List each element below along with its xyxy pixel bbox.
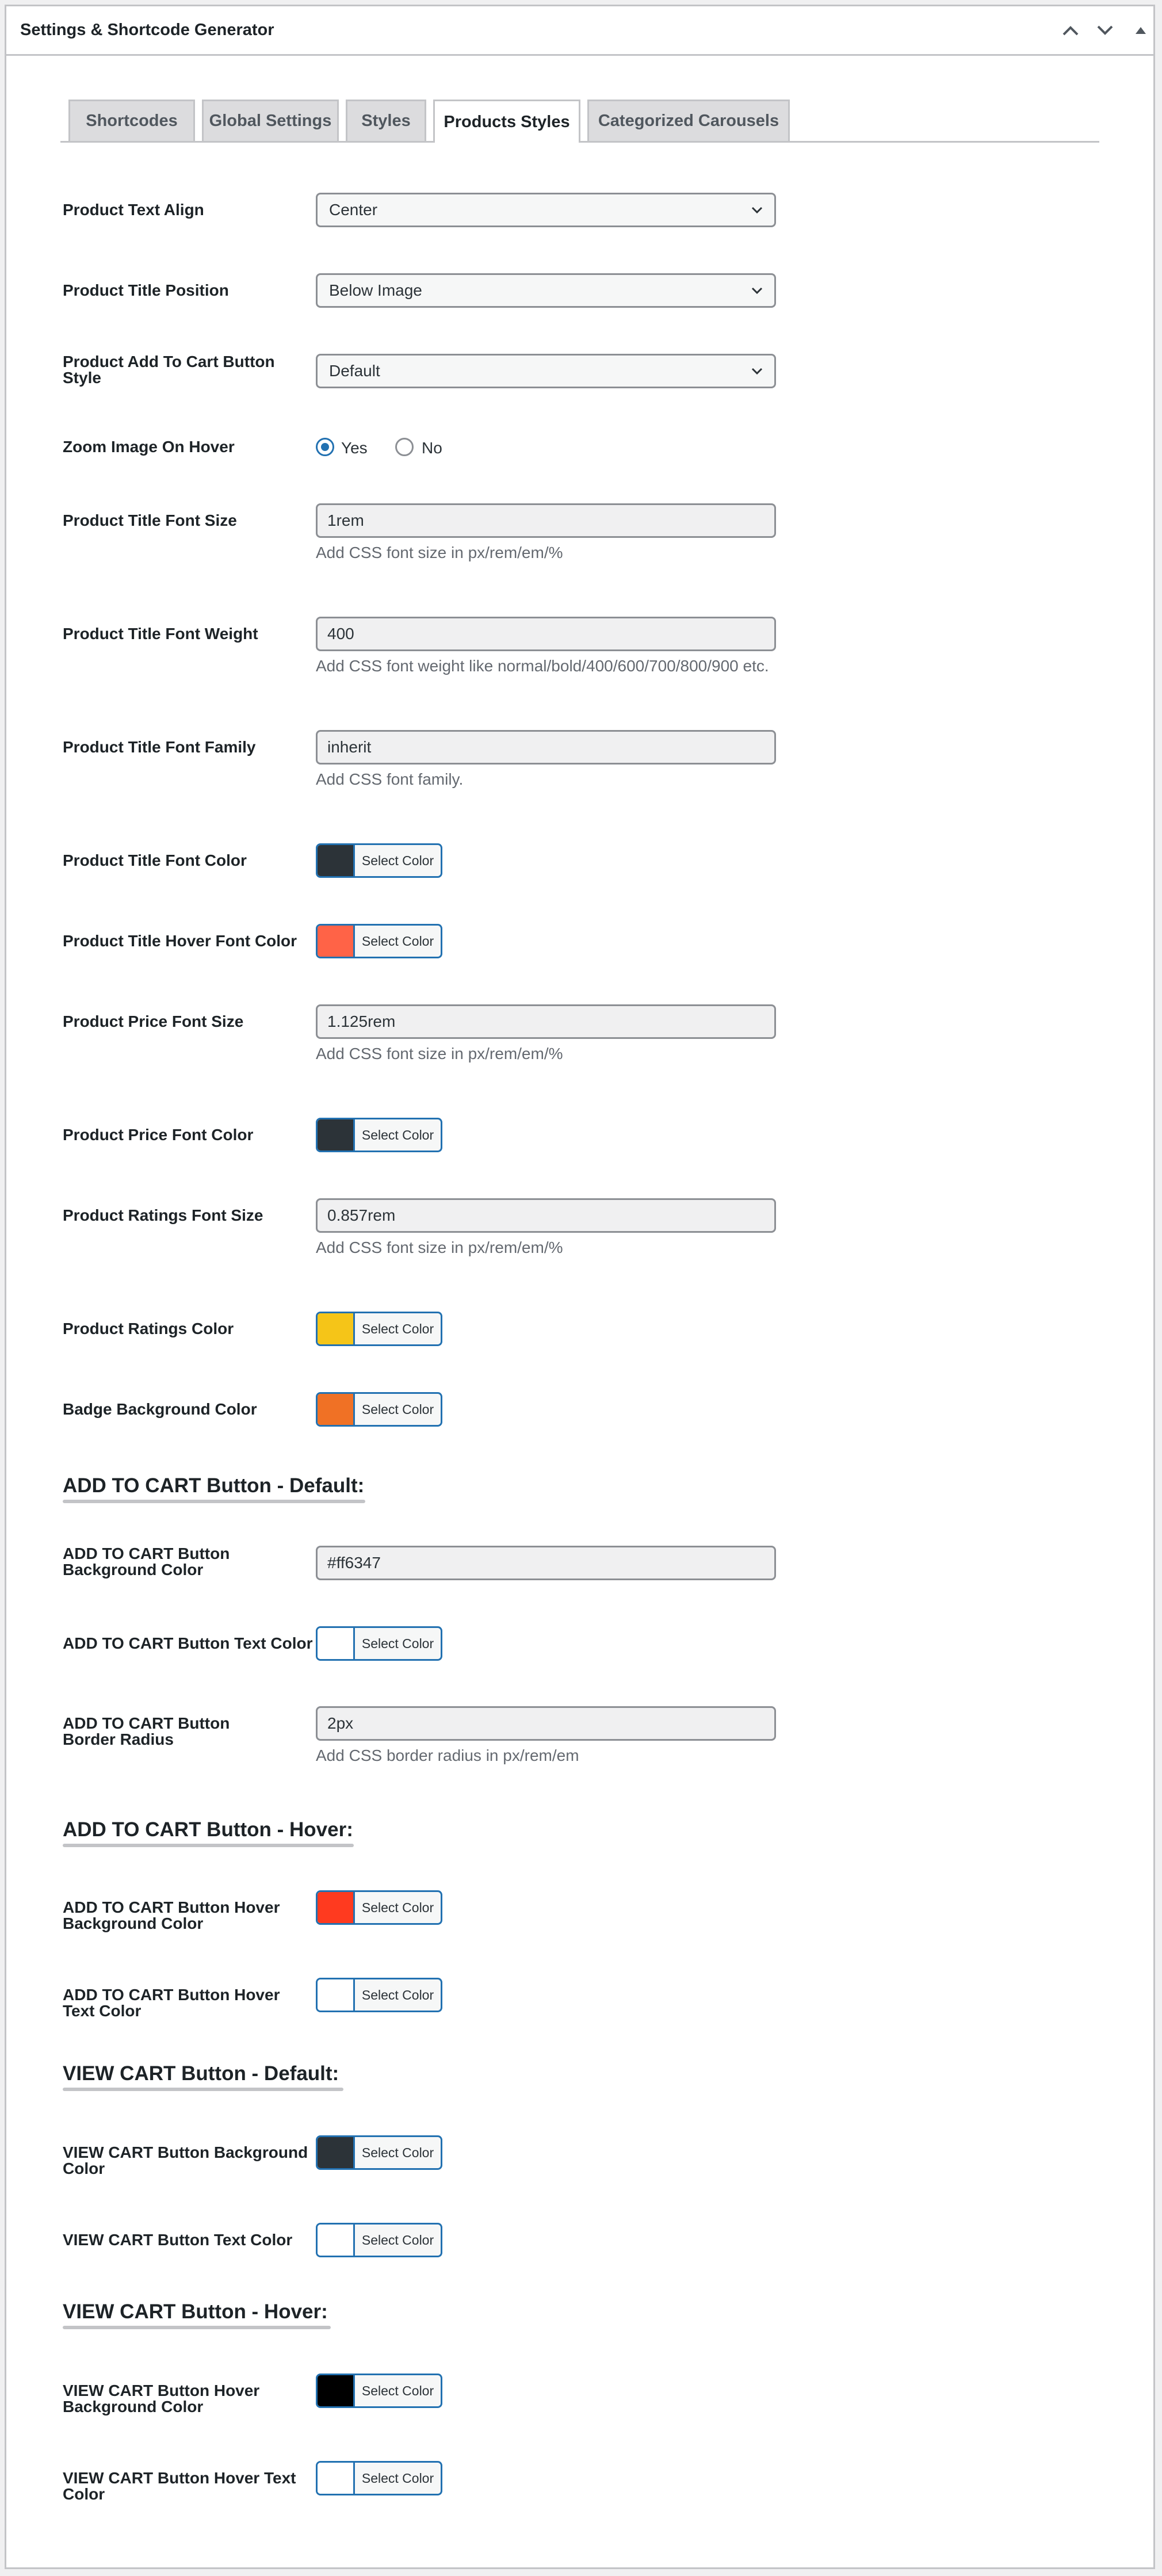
section-divider: [63, 2088, 343, 2091]
price-font-color-picker[interactable]: [316, 1118, 442, 1152]
color-swatch: [318, 926, 355, 957]
title-font-size-desc: Add CSS font size in px/rem/em/%: [316, 544, 563, 561]
ratings-font-size-desc: Add CSS font size in px/rem/em/%: [316, 1239, 563, 1256]
atc-hover-text-color-label: ADD TO CART Button Hover Text Color: [63, 1986, 280, 2020]
section-divider: [63, 2326, 331, 2329]
select-color-label: Select Color: [361, 1636, 434, 1651]
color-swatch: [318, 2375, 355, 2406]
vc-text-color-label: VIEW CART Button Text Color: [63, 2231, 293, 2249]
vc-hover-bg-picker[interactable]: [316, 2374, 442, 2408]
section-divider: [63, 1500, 365, 1503]
atc-style-label: Product Add To Cart Button Style: [63, 353, 275, 387]
title-font-family-desc: Add CSS font family.: [316, 770, 464, 788]
chevron-down-icon: [750, 285, 764, 296]
ratings-color-label: Product Ratings Color: [63, 1320, 234, 1337]
title-position-select[interactable]: [316, 273, 776, 308]
select-color-label: Select Color: [361, 1321, 434, 1336]
select-color-label: Select Color: [361, 1402, 434, 1417]
color-swatch: [318, 1892, 355, 1923]
color-swatch: [318, 2463, 355, 2494]
triangle-up-icon: [1135, 26, 1146, 35]
color-swatch: [318, 1979, 355, 2011]
color-swatch: [318, 1119, 355, 1151]
price-font-size-desc: Add CSS font size in px/rem/em/%: [316, 1045, 563, 1062]
select-color-label: Select Color: [361, 934, 434, 949]
metabox-title: Settings & Shortcode Generator: [20, 21, 274, 39]
title-font-weight-label: Product Title Font Weight: [63, 625, 258, 643]
vc-bg-label: VIEW CART Button Background Color: [63, 2143, 308, 2177]
atc-text-color-picker[interactable]: [316, 1626, 442, 1661]
tab-styles[interactable]: Styles: [346, 100, 426, 141]
color-swatch: [318, 845, 355, 876]
color-swatch: [318, 1394, 355, 1425]
title-position-label: Product Title Position: [63, 281, 229, 299]
tab-categorized-carousels[interactable]: Categorized Carousels: [587, 100, 790, 141]
atc-style-value: Default: [329, 362, 380, 380]
select-color-label: Select Color: [361, 1900, 434, 1915]
badge-bg-label: Badge Background Color: [63, 1400, 257, 1418]
section-divider: [63, 1844, 354, 1847]
section-vc-default-heading: VIEW CART Button - Default:: [63, 2062, 339, 2085]
select-color-label: Select Color: [361, 2145, 434, 2160]
tab-bar: [60, 100, 1099, 143]
price-font-size-input[interactable]: 1.125rem: [316, 1004, 776, 1039]
atc-radius-input[interactable]: 2px: [316, 1706, 776, 1741]
title-font-size-input[interactable]: 1rem: [316, 503, 776, 538]
color-swatch: [318, 2225, 355, 2256]
title-font-color-label: Product Title Font Color: [63, 851, 247, 869]
ratings-color-picker[interactable]: [316, 1312, 442, 1346]
atc-hover-text-color-picker[interactable]: [316, 1978, 442, 2012]
atc-bg-label: ADD TO CART Button Background Color: [63, 1545, 230, 1579]
atc-radius-desc: Add CSS border radius in px/rem/em: [316, 1746, 579, 1764]
vc-hover-text-color-label: VIEW CART Button Hover Text Color: [63, 2469, 296, 2503]
color-swatch: [318, 2137, 355, 2168]
ratings-font-size-input[interactable]: 0.857rem: [316, 1198, 776, 1233]
price-font-color-label: Product Price Font Color: [63, 1126, 254, 1144]
price-font-size-label: Product Price Font Size: [63, 1012, 244, 1030]
section-vc-hover-heading: VIEW CART Button - Hover:: [63, 2300, 328, 2323]
chevron-down-icon: [1096, 25, 1114, 36]
atc-style-select[interactable]: [316, 354, 776, 388]
atc-bg-input[interactable]: #ff6347: [316, 1546, 776, 1580]
text-align-select[interactable]: [316, 193, 776, 227]
settings-metabox: [5, 5, 1155, 2569]
metabox-header: [6, 6, 1153, 56]
text-align-value: Center: [329, 201, 378, 219]
ratings-font-size-label: Product Ratings Font Size: [63, 1206, 263, 1224]
atc-hover-bg-label: ADD TO CART Button Hover Background Color: [63, 1898, 280, 1932]
vc-bg-picker[interactable]: [316, 2135, 442, 2170]
chevron-down-icon: [750, 204, 764, 216]
tab-shortcodes[interactable]: Shortcodes: [68, 100, 195, 141]
section-atc-hover-heading: ADD TO CART Button - Hover:: [63, 1818, 353, 1841]
select-color-label: Select Color: [361, 853, 434, 868]
select-color-label: Select Color: [361, 1128, 434, 1142]
title-hover-color-picker[interactable]: [316, 924, 442, 958]
move-down-button[interactable]: [1089, 14, 1121, 47]
vc-text-color-picker[interactable]: [316, 2223, 442, 2257]
chevron-down-icon: [750, 365, 764, 377]
toggle-panel-button[interactable]: [1125, 14, 1157, 47]
section-atc-default-heading: ADD TO CART Button - Default:: [63, 1474, 365, 1497]
zoom-no-label: No: [422, 439, 442, 457]
badge-bg-picker[interactable]: [316, 1392, 442, 1427]
zoom-no-radio[interactable]: [395, 438, 414, 456]
chevron-up-icon: [1062, 25, 1079, 36]
title-font-weight-input[interactable]: 400: [316, 617, 776, 651]
color-swatch: [318, 1628, 355, 1659]
select-color-label: Select Color: [361, 2383, 434, 2398]
move-up-button[interactable]: [1054, 14, 1087, 47]
atc-hover-bg-picker[interactable]: [316, 1890, 442, 1925]
zoom-yes-radio[interactable]: [316, 438, 334, 456]
select-color-label: Select Color: [361, 1988, 434, 2002]
title-font-size-label: Product Title Font Size: [63, 511, 237, 529]
atc-radius-label: ADD TO CART Button Border Radius: [63, 1714, 230, 1748]
title-font-family-label: Product Title Font Family: [63, 738, 256, 756]
title-font-family-input[interactable]: inherit: [316, 730, 776, 765]
vc-hover-bg-label: VIEW CART Button Hover Background Color: [63, 2382, 260, 2416]
zoom-label: Zoom Image On Hover: [63, 438, 235, 456]
title-hover-color-label: Product Title Hover Font Color: [63, 932, 297, 950]
title-font-color-picker[interactable]: [316, 843, 442, 878]
atc-text-color-label: ADD TO CART Button Text Color: [63, 1634, 313, 1652]
title-position-value: Below Image: [329, 281, 422, 299]
tab-global-settings[interactable]: Global Settings: [202, 100, 339, 141]
title-font-weight-desc: Add CSS font weight like normal/bold/400/600/700/800/900 etc.: [316, 657, 769, 675]
color-swatch: [318, 1313, 355, 1344]
zoom-yes-label: Yes: [341, 439, 368, 457]
tab-products-styles[interactable]: Products Styles: [433, 100, 580, 143]
vc-hover-text-color-picker[interactable]: [316, 2461, 442, 2495]
select-color-label: Select Color: [361, 2471, 434, 2486]
select-color-label: Select Color: [361, 2233, 434, 2248]
text-align-label: Product Text Align: [63, 201, 204, 219]
